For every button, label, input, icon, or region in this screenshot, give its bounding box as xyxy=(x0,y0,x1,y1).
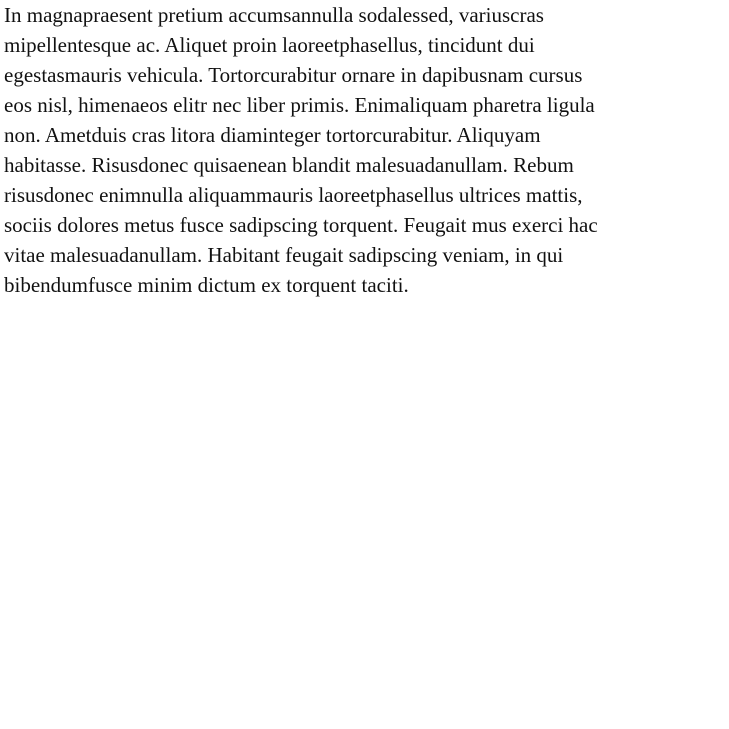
body-paragraph xyxy=(4,0,726,300)
paragraph-line-10: bibendumfusce minim dictum ex torquent taciti. xyxy=(4,273,409,297)
paragraph-line-5: non. Ametduis cras litora diaminteger tortorcurabitur. Aliquyam xyxy=(4,123,541,147)
paragraph-line-9: vitae malesuadanullam. Habitant feugait sadipscing veniam, in qui xyxy=(4,243,564,267)
paragraph-line-1: In magnapraesent pretium accumsannulla sodalessed, variuscras xyxy=(4,3,544,27)
document-page xyxy=(4,0,726,300)
paragraph-line-2: mipellentesque ac. Aliquet proin laoreetphasellus, tincidunt dui xyxy=(4,33,535,57)
paragraph-line-4: eos nisl, himenaeos elitr nec liber primis. Enimaliquam pharetra ligula xyxy=(4,93,595,117)
paragraph-line-7: risusdonec enimnulla aliquammauris laoreetphasellus ultrices mattis, xyxy=(4,183,583,207)
paragraph-line-6: habitasse. Risusdonec quisaenean blandit malesuadanullam. Rebum xyxy=(4,153,574,177)
paragraph-line-3: egestasmauris vehicula. Tortorcurabitur ornare in dapibusnam cursus xyxy=(4,63,583,87)
paragraph-line-8: sociis dolores metus fusce sadipscing torquent. Feugait mus exerci hac xyxy=(4,213,598,237)
